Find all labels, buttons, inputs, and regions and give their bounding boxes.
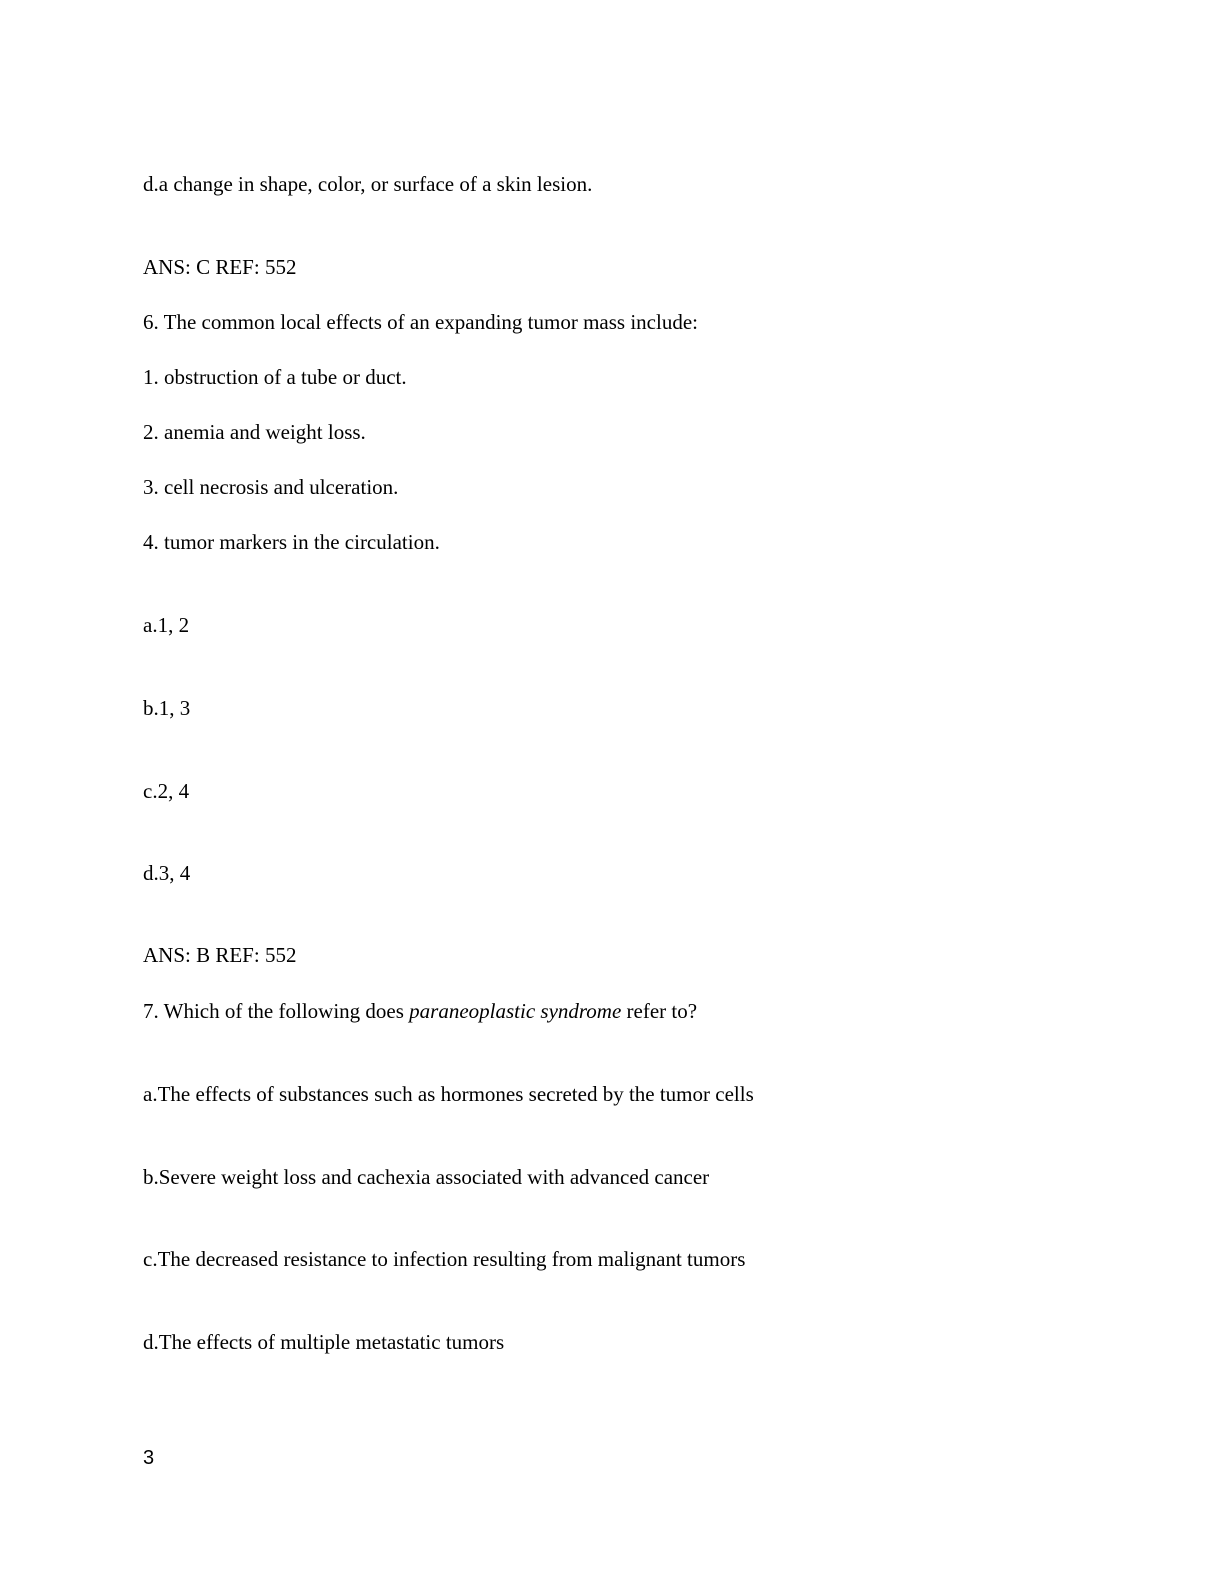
q7-stem <box>143 999 697 1023</box>
q7-option-b: b.Severe weight loss and cachexia associated with advanced cancer <box>143 1165 710 1189</box>
q7-option-c: c.The decreased resistance to infection resulting from malignant tumors <box>143 1247 746 1271</box>
q5-answer: ANS: C REF: 552 <box>143 255 297 279</box>
q7-option-d: d.The effects of multiple metastatic tumors <box>143 1330 505 1354</box>
q6-option-a: a.1, 2 <box>143 613 190 637</box>
q7-stem-prefix: 7. Which of the following does <box>143 999 410 1023</box>
q6-stem: 6. The common local effects of an expanding tumor mass include: <box>143 310 698 334</box>
page-number: 3 <box>143 1447 155 1469</box>
q6-item-4: 4. tumor markers in the circulation. <box>143 530 440 554</box>
q6-option-d: d.3, 4 <box>143 861 191 885</box>
q5-option-d: d.a change in shape, color, or surface of a skin lesion. <box>143 172 593 196</box>
q6-item-2: 2. anemia and weight loss. <box>143 420 366 444</box>
q6-item-3: 3. cell necrosis and ulceration. <box>143 475 399 499</box>
q6-option-b: b.1, 3 <box>143 696 191 720</box>
q7-option-a: a.The effects of substances such as hormones secreted by the tumor cells <box>143 1082 754 1106</box>
q7-stem-suffix: refer to? <box>621 999 698 1023</box>
q6-answer: ANS: B REF: 552 <box>143 943 297 967</box>
q6-option-c: c.2, 4 <box>143 779 190 803</box>
q6-item-1: 1. obstruction of a tube or duct. <box>143 365 407 389</box>
q7-stem-italic-term: paraneoplastic syndrome <box>409 999 622 1023</box>
